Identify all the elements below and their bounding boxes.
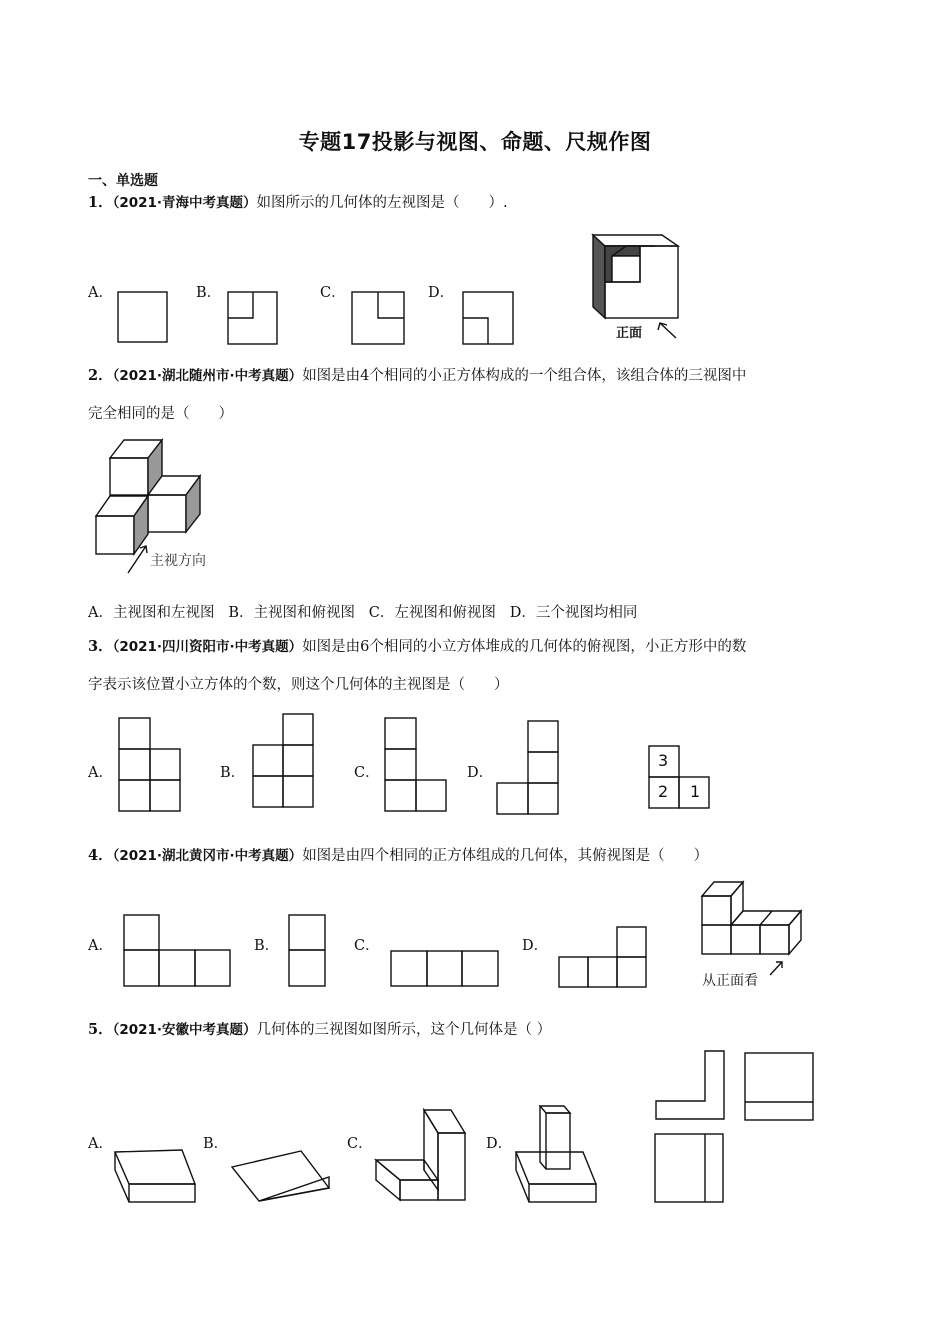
grid-number-2: 2 [658, 782, 669, 801]
question-number: 1． [88, 194, 113, 211]
q5-side-view [745, 1053, 813, 1120]
question-text: 如图是由四个相同的正方体组成的几何体，其俯视图是（ ） [302, 848, 709, 864]
grid-number-3: 3 [658, 751, 669, 770]
option-b-label: B． [220, 765, 246, 781]
question-source: （2021·安徽中考真题） [112, 1022, 257, 1038]
q5-option-a-figure [115, 1150, 195, 1202]
option-b-label: B． [196, 285, 222, 301]
question-source: （2021·四川资阳市·中考真题） [112, 639, 303, 655]
option-d-label: D． [522, 938, 549, 954]
option-d-label: D． [486, 1136, 513, 1152]
question-number: 2． [88, 367, 113, 384]
page-title: 专题17投影与视图、命题、尺规作图 [298, 130, 652, 154]
question-number: 3． [88, 638, 113, 655]
q4-figure-label: 从正面看 [702, 973, 758, 989]
q5-top-view [655, 1134, 723, 1202]
question-number: 4． [88, 847, 113, 864]
question-source: （2021·湖北黄冈市·中考真题） [112, 848, 303, 864]
option-a-label: A． [88, 938, 113, 954]
q5-option-d-figure [516, 1106, 596, 1202]
option-d-label: D． [428, 285, 455, 301]
q1-figure-label: 正面 [616, 326, 643, 341]
question-text: 完全相同的是（ ） [88, 406, 233, 422]
option-c-label: C． [347, 1136, 373, 1152]
question-text: 几何体的三视图如图所示，这个几何体是（ ） [256, 1022, 552, 1038]
option-b: B．主视图和俯视图 [228, 605, 355, 621]
option-a-label: A． [88, 285, 113, 301]
q5-option-c-figure [376, 1110, 465, 1200]
question-text: 如图是由4个相同的小正方体构成的一个组合体，该组合体的三视图中 [302, 368, 747, 384]
option-c-label: C． [354, 765, 380, 781]
option-c-label: C． [320, 285, 346, 301]
option-d-label: D． [467, 765, 494, 781]
question-source: （2021·青海中考真题） [112, 195, 257, 211]
question-text: 字表示该位置小立方体的个数，则这个几何体的主视图是（ ） [88, 677, 509, 693]
q5-front-view [656, 1051, 724, 1119]
option-d: D．三个视图均相同 [509, 605, 638, 621]
option-b-label: B． [203, 1136, 229, 1152]
option-a-label: A． [88, 765, 113, 781]
option-c-label: C． [354, 938, 380, 954]
question-number: 5． [88, 1021, 113, 1038]
question-text: 如图是由6个相同的小立方体堆成的几何体的俯视图，小正方形中的数 [302, 639, 747, 655]
question-source: （2021·湖北随州市·中考真题） [112, 368, 303, 384]
section-heading: 一、单选题 [88, 173, 158, 189]
question-text: 如图所示的几何体的左视图是（ ）. [256, 195, 508, 211]
q2-figure-label: 主视方向 [150, 553, 206, 569]
q5-option-b-figure [232, 1151, 329, 1201]
option-a: A．主视图和左视图 [88, 605, 215, 621]
option-c: C．左视图和俯视图 [368, 605, 496, 621]
grid-number-1: 1 [690, 782, 701, 801]
option-a-label: A． [88, 1136, 113, 1152]
option-b-label: B． [254, 938, 280, 954]
